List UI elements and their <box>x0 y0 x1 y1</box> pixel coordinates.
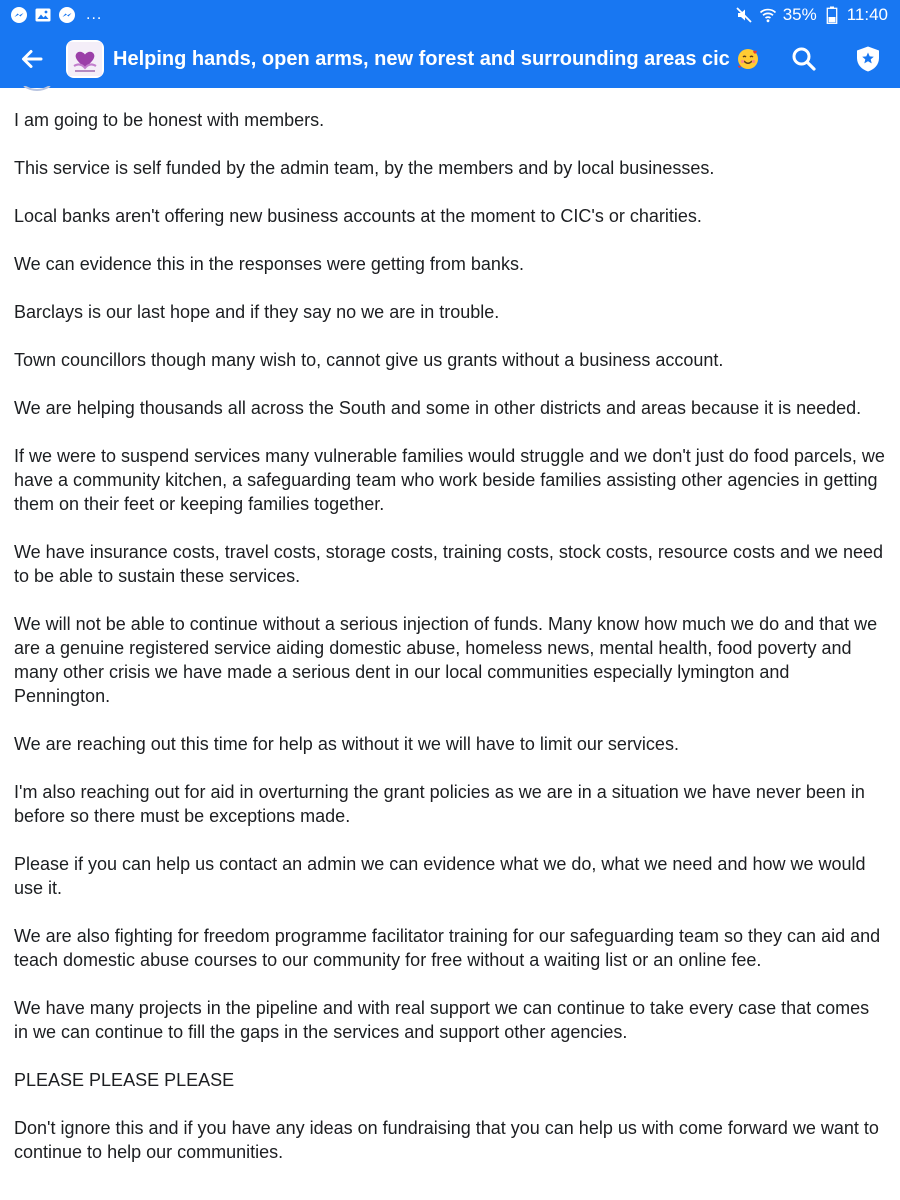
battery-icon <box>823 6 841 24</box>
system-icons <box>735 5 900 25</box>
wifi-icon <box>759 6 777 24</box>
post-paragraph: This service is self funded by the admin team, by the members and by local businesses. <box>14 158 715 178</box>
back-arrow-icon <box>21 49 43 69</box>
post-paragraph: Please if you can help us contact an admin we can evidence what we do, what we need and how we would use it. <box>14 854 866 898</box>
status-bar <box>0 0 900 30</box>
smiling-hearts-emoji <box>736 47 760 71</box>
messenger-icon <box>58 6 76 24</box>
mute-icon <box>735 6 753 24</box>
hands-heart-logo-icon <box>68 42 102 76</box>
post-paragraph: Don't ignore this and if you have any ideas on fundraising that you can help us with come forward we want to continue to help our communities. <box>14 1118 879 1162</box>
post-paragraph: Town councillors though many wish to, cannot give us grants without a business account. <box>14 350 724 370</box>
group-title[interactable]: Helping hands, open arms, new forest and surrounding areas cic <box>113 47 730 70</box>
post-body <box>14 108 886 1188</box>
post-paragraph: Local banks aren't offering new business accounts at the moment to CIC's or charities. <box>14 206 702 226</box>
post-paragraph: We are helping thousands all across the South and some in other districts and areas because it is needed. <box>14 398 862 418</box>
post-paragraph: PLEASE PLEASE PLEASE <box>14 1070 235 1090</box>
overflow-indicator: ... <box>86 6 103 23</box>
post-paragraph: I'm also reaching out for aid in overturning the grant policies as we are in a situation we have never been in before so there must be exceptions made. <box>14 782 865 826</box>
post-paragraph: Barclays is our last hope and if they say no we are in trouble. <box>14 302 500 322</box>
messenger-icon <box>10 6 28 24</box>
search-icon <box>791 46 817 72</box>
post-paragraph: We are also fighting for freedom programme facilitator training for our safeguarding team so they can aid and teach domestic abuse courses to our community for free without a waiting list or an online fee. <box>14 926 881 970</box>
post-paragraph: We are reaching out this time for help as without it we will have to limit our services. <box>14 734 679 754</box>
cropped-avatar-edge <box>22 86 52 92</box>
app-bar <box>0 30 900 88</box>
search-button[interactable] <box>772 30 836 88</box>
post-paragraph: I am going to be honest with members. <box>14 110 325 130</box>
admin-shield-icon <box>855 45 881 73</box>
gallery-icon <box>34 6 52 24</box>
back-button[interactable] <box>0 30 64 88</box>
group-avatar[interactable] <box>66 40 104 78</box>
post-paragraph: We will not be able to continue without a serious injection of funds. Many know how much we do and that we are a genuine registered service aiding domestic abuse, homeless news, mental health, food poverty and many other crisis we have made a serious dent in our local communities especially lymington and Pennington. <box>14 614 878 706</box>
post-paragraph: If we were to suspend services many vulnerable families would struggle and we don't just do food parcels, we have a community kitchen, a safeguarding team who work beside families assisting other agencies in getting them on their feet or keeping families together. <box>14 446 885 514</box>
post-paragraph: We have insurance costs, travel costs, storage costs, training costs, stock costs, resource costs and we need to be able to sustain these services. <box>14 542 884 586</box>
post-paragraph: We have many projects in the pipeline and with real support we can continue to take every case that comes in we can continue to fill the gaps in the services and support other agencies. <box>14 998 870 1042</box>
notification-icons <box>0 6 102 24</box>
post-paragraph: We can evidence this in the responses were getting from banks. <box>14 254 524 274</box>
clock: 11:40 <box>846 5 888 24</box>
battery-percent: 35% <box>782 5 817 24</box>
admin-tools-button[interactable] <box>836 30 900 88</box>
